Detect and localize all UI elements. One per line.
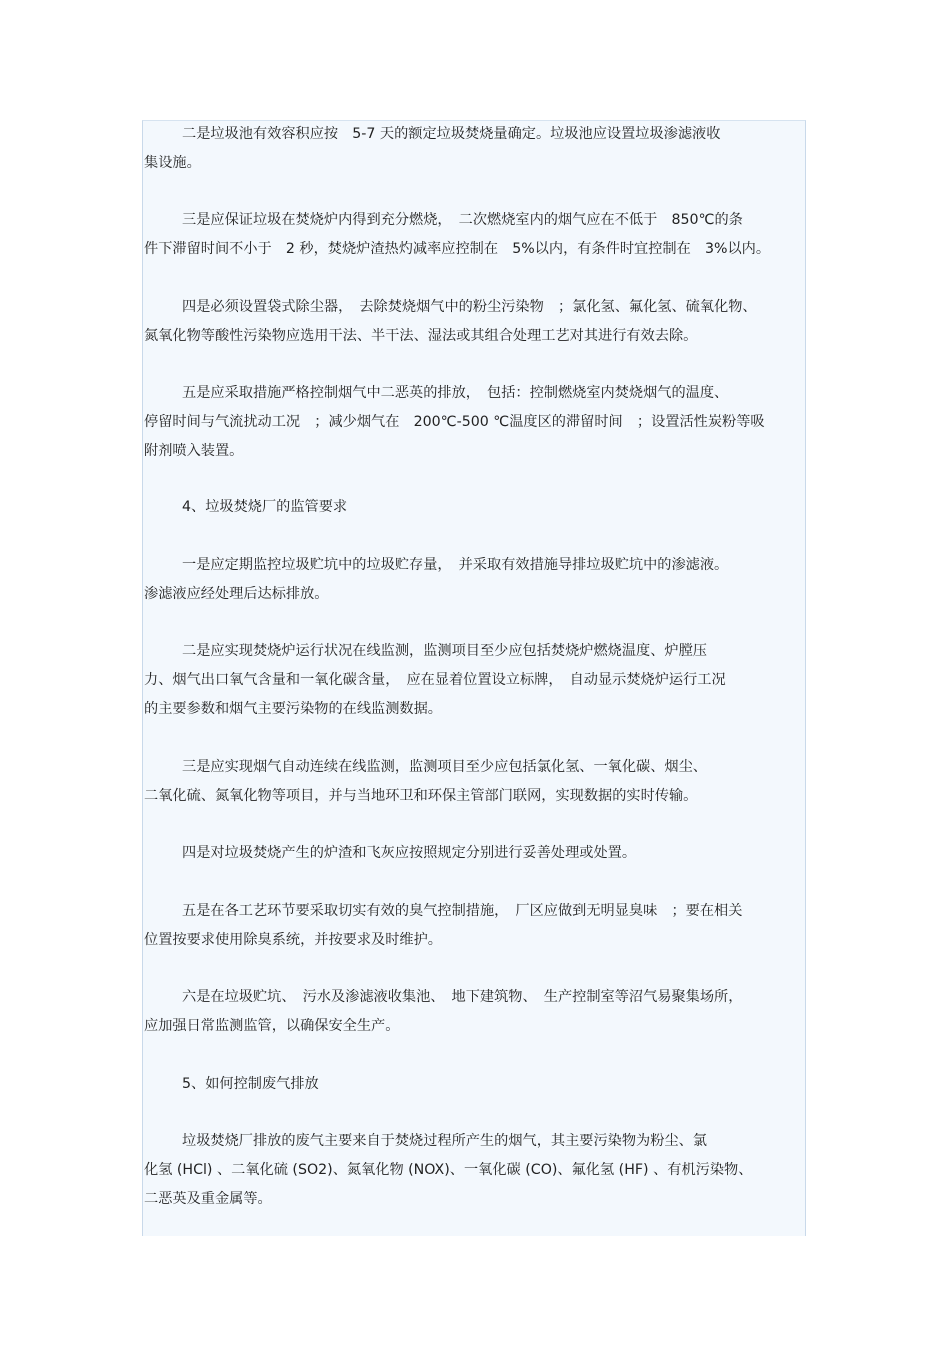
paragraph-line: 四是对垃圾焚烧产生的炉渣和飞灰应按照规定分别进行妥善处理或处置。 [182,845,637,861]
section-heading: 4、垃圾焚烧厂的监管要求 [182,499,348,515]
paragraph-line: 二是垃圾池有效容积应按 5-7 天的额定垃圾焚烧量确定。垃圾池应设置垃圾渗滤液收 [182,126,721,142]
paragraph-line: 一是应定期监控垃圾贮坑中的垃圾贮存量， 并采取有效措施导排垃圾贮坑中的渗滤液。 [182,557,729,573]
paragraph-line: 集设施。 [144,155,201,171]
paragraph-line: 应加强日常监测监管，以确保安全生产。 [144,1018,400,1034]
paragraph-line: 五是应采取措施严格控制烟气中二恶英的排放， 包括：控制燃烧室内焚烧烟气的温度、 [182,385,729,401]
paragraph-line: 二是应实现焚烧炉运行状况在线监测，监测项目至少应包括焚烧炉燃烧温度、炉膛压 [182,643,707,659]
paragraph-line: 的主要参数和烟气主要污染物的在线监测数据。 [144,701,442,717]
paragraph-line: 三是应保证垃圾在焚烧炉内得到充分燃烧， 二次燃烧室内的烟气应在不低于 850℃的条 [182,212,743,228]
section-heading: 5、如何控制废气排放 [182,1076,319,1092]
paragraph-line: 件下滞留时间不小于 2 秒，焚烧炉渣热灼减率应控制在 5%以内，有条件时宜控制在 3%以内。 [144,241,771,257]
paragraph-line: 渗滤液应经处理后达标排放。 [144,586,329,602]
paragraph-line: 二恶英及重金属等。 [144,1191,272,1207]
paragraph-line: 力、烟气出口氧气含量和一氧化碳含量， 应在显着位置设立标牌， 自动显示焚烧炉运行工况 [144,672,726,688]
paragraph-line: 停留时间与气流扰动工况 ；减少烟气在 200℃-500 ℃温度区的滞留时间 ；设置活性炭粉等吸 [144,414,765,430]
paragraph-line: 附剂喷入装置。 [144,443,244,459]
paragraph-line: 六是在垃圾贮坑、 污水及渗滤液收集池、 地下建筑物、 生产控制室等沼气易聚集场所， [182,989,743,1005]
paragraph-line: 化氢 (HCl) 、二氧化硫 (SO2)、氮氧化物 (NOX)、一氧化碳 (CO)、氟化氢 (HF) 、有机污染物、 [144,1162,753,1178]
paragraph-line: 位置按要求使用除臭系统，并按要求及时维护。 [144,932,442,948]
paragraph-line: 四是必须设置袋式除尘器， 去除焚烧烟气中的粉尘污染物 ；氯化氢、氟化氢、硫氧化物、 [182,299,757,315]
paragraph-line: 氮氧化物等酸性污染物应选用干法、半干法、湿法或其组合处理工艺对其进行有效去除。 [144,328,698,344]
paragraph-line: 二氧化硫、氮氧化物等项目，并与当地环卫和环保主管部门联网，实现数据的实时传输。 [144,788,698,804]
paragraph-line: 五是在各工艺环节要采取切实有效的臭气控制措施， 厂区应做到无明显臭味 ；要在相关 [182,903,743,919]
paragraph-line: 三是应实现烟气自动连续在线监测，监测项目至少应包括氯化氢、一氧化碳、烟尘、 [182,759,707,775]
paragraph-line: 垃圾焚烧厂排放的废气主要来自于焚烧过程所产生的烟气，其主要污染物为粉尘、氯 [182,1133,707,1149]
